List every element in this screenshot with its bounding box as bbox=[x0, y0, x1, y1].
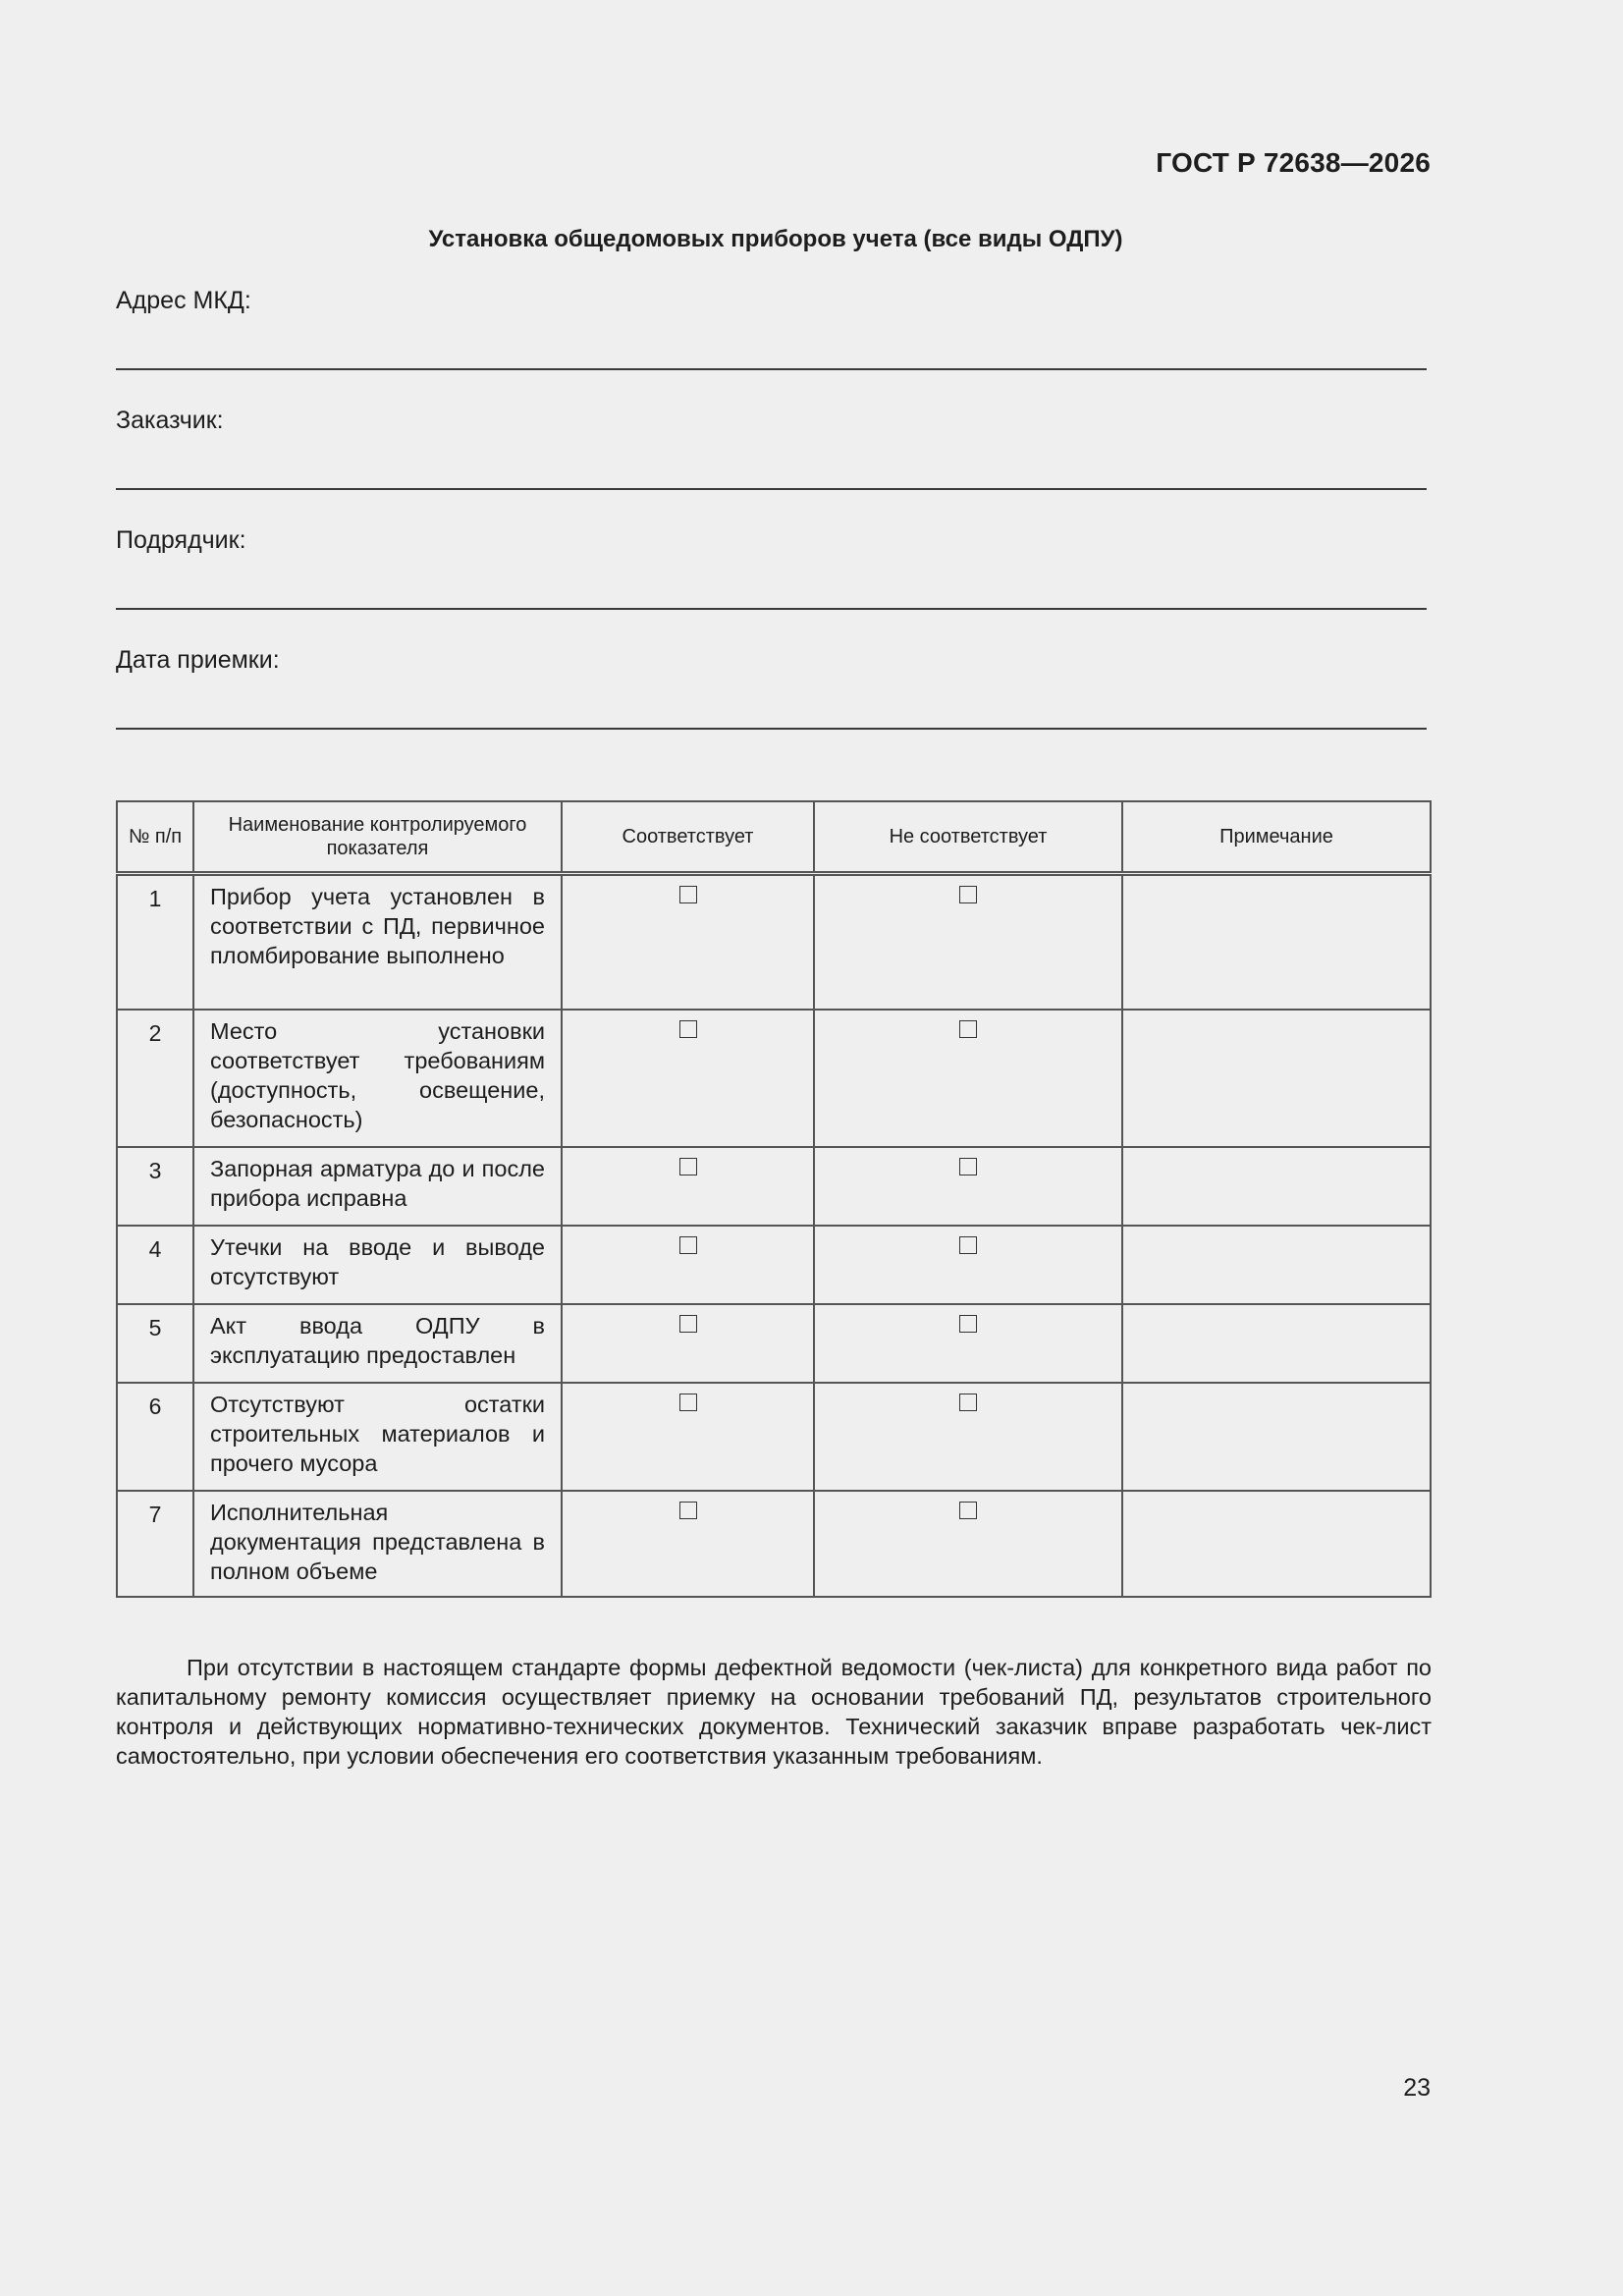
not-conforms-checkbox[interactable] bbox=[959, 1394, 977, 1411]
contractor-input-line[interactable] bbox=[116, 608, 1427, 610]
contractor-field bbox=[116, 526, 1427, 555]
table-row bbox=[117, 1147, 1431, 1226]
not-conforms-checkbox[interactable] bbox=[959, 1315, 977, 1333]
address-field bbox=[116, 287, 1427, 315]
conforms-checkbox[interactable] bbox=[679, 1236, 697, 1254]
conforms-cell bbox=[562, 1010, 814, 1147]
address-label: Адрес МКД: bbox=[116, 287, 251, 314]
not-conforms-cell bbox=[814, 1010, 1122, 1147]
customer-field bbox=[116, 407, 1427, 435]
conforms-cell bbox=[562, 1147, 814, 1226]
column-header-not-conforms: Не соответствует bbox=[814, 801, 1122, 874]
conforms-cell bbox=[562, 1383, 814, 1491]
page-number: 23 bbox=[1403, 2074, 1431, 2102]
row-indicator: Отсутствуют остатки строительных материалов и прочего мусора bbox=[193, 1383, 562, 1491]
row-indicator: Акт ввода ОДПУ в эксплуатацию предоставлен bbox=[193, 1304, 562, 1383]
not-conforms-cell bbox=[814, 874, 1122, 1010]
acceptance-date-label: Дата приемки: bbox=[116, 646, 280, 674]
note-cell[interactable] bbox=[1122, 1226, 1431, 1304]
customer-label: Заказчик: bbox=[116, 407, 224, 434]
checklist-table bbox=[116, 800, 1432, 1598]
form-title: Установка общедомовых приборов учета (все виды ОДПУ) bbox=[428, 226, 1123, 252]
customer-input-line[interactable] bbox=[116, 488, 1427, 490]
row-indicator: Исполнительная документация представлена в полном объеме bbox=[193, 1491, 562, 1597]
conforms-checkbox[interactable] bbox=[679, 1158, 697, 1175]
table-row bbox=[117, 1010, 1431, 1147]
table-header-row bbox=[117, 801, 1431, 874]
row-number: 3 bbox=[117, 1147, 193, 1226]
table-row bbox=[117, 874, 1431, 1010]
not-conforms-cell bbox=[814, 1383, 1122, 1491]
table-row bbox=[117, 1304, 1431, 1383]
paragraph-text: При отсутствии в настоящем стандарте формы дефектной ведомости (чек-листа) для конкретного вида работ по капитальному ремонту комиссия осуществляет приемку на основании требований ПД, результатов строительного контроля и действующих нормативно-технических документов. Технический заказчик вправе разработать чек-лист самостоятельно, при условии обеспечения его соответствия указанным требованиям. bbox=[116, 1655, 1432, 1769]
not-conforms-checkbox[interactable] bbox=[959, 1236, 977, 1254]
address-input-line[interactable] bbox=[116, 368, 1427, 370]
not-conforms-cell bbox=[814, 1226, 1122, 1304]
acceptance-date-input-line[interactable] bbox=[116, 728, 1427, 730]
column-header-conforms: Соответствует bbox=[562, 801, 814, 874]
column-header-number: № п/п bbox=[117, 801, 193, 874]
conforms-cell bbox=[562, 1491, 814, 1597]
note-cell[interactable] bbox=[1122, 1010, 1431, 1147]
not-conforms-cell bbox=[814, 1491, 1122, 1597]
note-cell[interactable] bbox=[1122, 1304, 1431, 1383]
row-number: 1 bbox=[117, 874, 193, 1010]
row-indicator: Утечки на вводе и выводе отсутствуют bbox=[193, 1226, 562, 1304]
table-row bbox=[117, 1383, 1431, 1491]
not-conforms-checkbox[interactable] bbox=[959, 1020, 977, 1038]
note-cell[interactable] bbox=[1122, 1383, 1431, 1491]
document-code: ГОСТ Р 72638—2026 bbox=[1156, 147, 1431, 178]
conforms-checkbox[interactable] bbox=[679, 1020, 697, 1038]
not-conforms-checkbox[interactable] bbox=[959, 886, 977, 903]
row-number: 2 bbox=[117, 1010, 193, 1147]
conforms-checkbox[interactable] bbox=[679, 1315, 697, 1333]
conforms-cell bbox=[562, 1226, 814, 1304]
acceptance-date-field bbox=[116, 646, 1427, 675]
not-conforms-checkbox[interactable] bbox=[959, 1502, 977, 1519]
row-indicator: Место установки соответствует требованиям (доступность, освещение, безопасность) bbox=[193, 1010, 562, 1147]
column-header-indicator: Наименование контролируемого показателя bbox=[193, 801, 562, 874]
contractor-label: Подрядчик: bbox=[116, 526, 246, 554]
conforms-checkbox[interactable] bbox=[679, 1394, 697, 1411]
explanatory-paragraph bbox=[116, 1653, 1432, 1771]
row-number: 6 bbox=[117, 1383, 193, 1491]
conforms-cell bbox=[562, 874, 814, 1010]
row-indicator: Прибор учета установлен в соответствии с ПД, первичное пломбирование выполнено bbox=[193, 874, 562, 1010]
table-row bbox=[117, 1226, 1431, 1304]
column-header-note: Примечание bbox=[1122, 801, 1431, 874]
row-number: 4 bbox=[117, 1226, 193, 1304]
row-number: 5 bbox=[117, 1304, 193, 1383]
table-row bbox=[117, 1491, 1431, 1597]
not-conforms-checkbox[interactable] bbox=[959, 1158, 977, 1175]
conforms-checkbox[interactable] bbox=[679, 1502, 697, 1519]
row-indicator: Запорная арматура до и после прибора исправна bbox=[193, 1147, 562, 1226]
row-number: 7 bbox=[117, 1491, 193, 1597]
conforms-cell bbox=[562, 1304, 814, 1383]
note-cell[interactable] bbox=[1122, 1491, 1431, 1597]
not-conforms-cell bbox=[814, 1147, 1122, 1226]
conforms-checkbox[interactable] bbox=[679, 886, 697, 903]
not-conforms-cell bbox=[814, 1304, 1122, 1383]
note-cell[interactable] bbox=[1122, 1147, 1431, 1226]
note-cell[interactable] bbox=[1122, 874, 1431, 1010]
